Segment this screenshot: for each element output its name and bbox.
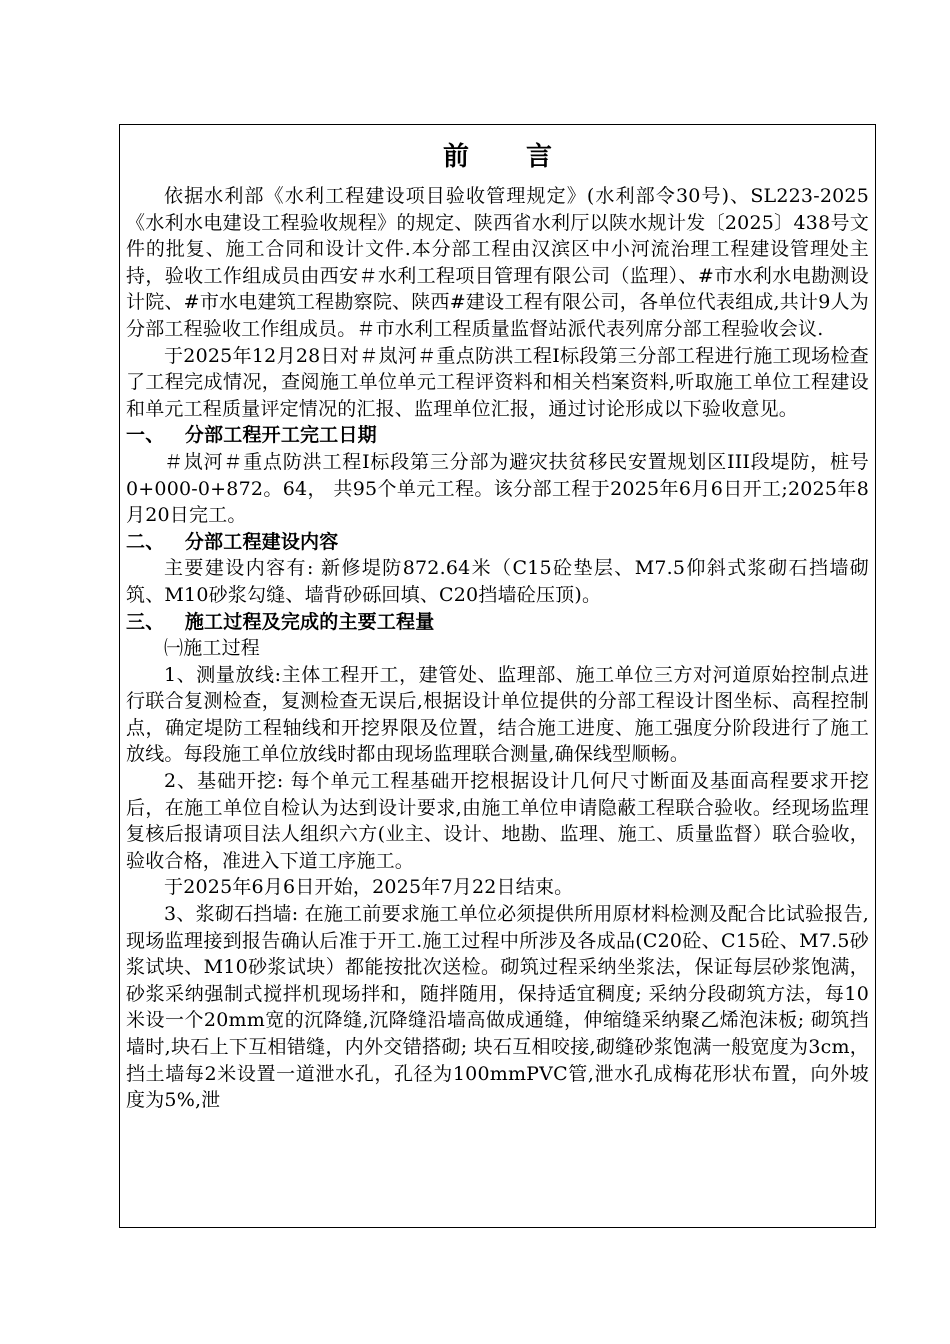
section-heading-content: 二、 分部工程建设内容: [126, 530, 339, 553]
paragraph-excavation-dates: 于2025年6月6日开始，2025年7月22日结束。: [164, 876, 574, 899]
paragraph-survey: 1、测量放线:主体工程开工，建管处、监理部、施工单位三方对河道原始控制点进行联合复测检查，复测检查无误后,根据设计单位提供的分部工程设计图坐标、高程控制点，确定堤防工程轴线和开挖界限及位置，结合施工进度、施工强度分阶段进行了施工放线。每段施工单位放线时都由现场监理联合测量,确保线型顺畅。: [126, 663, 869, 766]
subheading-construction-process: ㈠施工过程: [164, 637, 261, 660]
paragraph-retaining-wall: 3、浆砌石挡墙: 在施工前要求施工单位必须提供所用原材料检测及配合比试验报告,现场监理接到报告确认后准于开工.施工过程中所涉及各成品(C20砼、C15砼、M7.5砂浆试块、M10砂浆试块）都能按批次送检。砌筑过程采纳坐浆法，保证每层砂浆饱满，砂浆采纳强制式搅拌机现场拌和，随拌随用，保持适宜稠度; 采纳分段砌筑方法，每10米设一个20mm宽的沉降缝,沉降缝沿墙高做成通缝，伸缩缝采纳聚乙烯泡沫板; 砌筑挡墙时,块石上下互相错缝，内外交错搭砌; 块石互相咬接,砌缝砂浆饱满一般宽度为3cm，挡土墙每2米设置一道泄水孔，孔径为100mmPVC管,泄水孔成梅花形状布置，向外坡度为5%,泄: [126, 903, 869, 1112]
paragraph-inspection: 于2025年12月28日对＃岚河＃重点防洪工程Ⅰ标段第三分部工程进行施工现场检查了工程完成情况，查阅施工单位单元工程评资料和相关档案资料,听取施工单位工程建设和单元工程质量评定情况的汇报、监理单位汇报，通过讨论形成以下验收意见。: [126, 344, 869, 420]
document-frame: [119, 124, 876, 1228]
paragraph-basis: 依据水利部《水利工程建设项目验收管理规定》(水利部令30号)、SL223-2025《水利水电建设工程验收规程》的规定、陕西省水利厅以陕水规计发〔2025〕438号文件的批复、施工合同和设计文件.本分部工程由汉滨区中小河流治理工程建设管理处主持，验收工作组成员由西安＃水利工程项目管理有限公司（监理）、#市水利水电勘测设计院、#市水电建筑工程勘察院、陕西#建设工程有限公司，各单位代表组成,共计9人为分部工程验收工作组成员。＃市水利工程质量监督站派代表列席分部工程验收会议.: [126, 185, 869, 340]
paragraph-content: 主要建设内容有: 新修堤防872.64米（C15砼垫层、M7.5仰斜式浆砌石挡墙砌筑、M10砂浆勾缝、墙背砂砾回填、C20挡墙砼压顶)。: [126, 557, 869, 606]
section-heading-process: 三、 施工过程及完成的主要工程量: [126, 610, 435, 633]
page-title: 前 言: [442, 142, 577, 172]
document-body: [126, 183, 869, 1114]
section-heading-dates: 一、 分部工程开工完工日期: [126, 424, 377, 447]
paragraph-dates: ＃岚河＃重点防洪工程Ⅰ标段第三分部为避灾扶贫移民安置规划区III段堤防，桩号0+000-0+872。64， 共95个单元工程。该分部工程于2025年6月6日开工;2025年8月20日完工。: [126, 450, 869, 527]
paragraph-excavation: 2、基础开挖: 每个单元工程基础开挖根据设计几何尺寸断面及基面高程要求开挖后，在施工单位自检认为达到设计要求,由施工单位申请隐蔽工程联合验收。经现场监理复核后报请项目法人组织六方(业主、设计、地勘、监理、施工、质量监督）联合验收，验收合格，准进入下道工序施工。: [126, 770, 869, 872]
